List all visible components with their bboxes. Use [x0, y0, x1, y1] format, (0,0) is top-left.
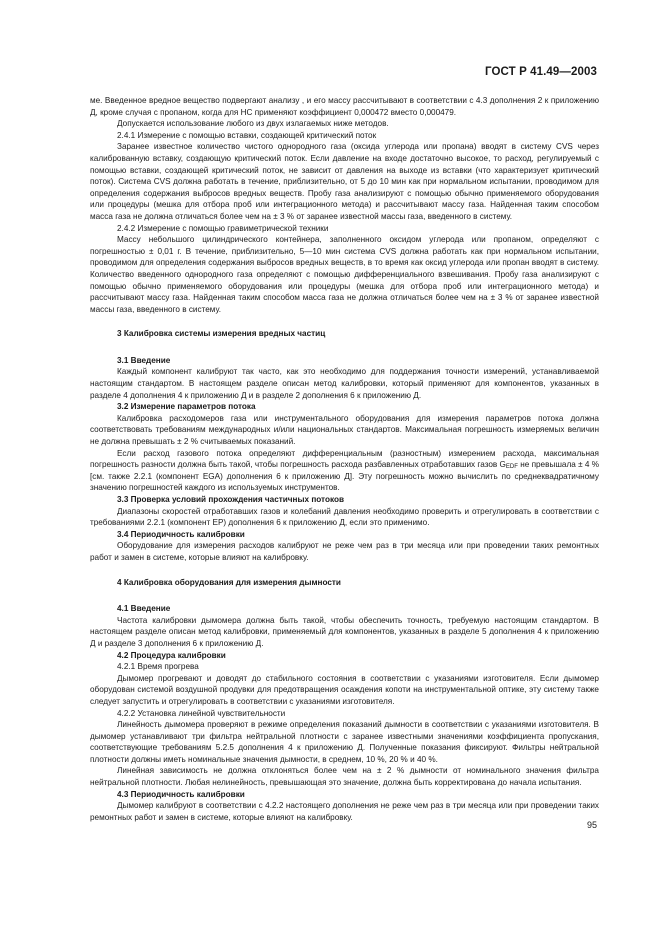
doc-code-header: ГОСТ Р 41.49—2003: [485, 66, 597, 78]
paragraph: Дымомер прогревают и доводят до стабильного состояния в соответствии с указаниями изготовителя. Если дымомер оборудован системой воздушной продувки для предотвращения осаждения копоти на инструментальной оптике, эту систему также следует запустить и отрегулировать в соответствии с указаниями изготовителя.: [90, 673, 599, 706]
subsection-heading: 3.2 Измерение параметров потока: [117, 402, 256, 412]
paragraph: Заранее известное количество чистого однородного газа (оксида углерода или пропана) вводят в систему CVS через калиброванную вставку, создающую критический поток. Если давление на входе достаточно высокое, то расход, регулируемый с помощью вставки, создающей критический поток, не зависит от давления на выходе из вставки (что характеризует критический поток). Система CVS должна работать в течение, приблизительно, от 5 до 10 мин как при нормальном испытании, проводимом для определения содержания выбросов вредных веществ. Пробу газа анализируют с помощью обычно применяемого оборудования или процедуры (мешка для отбора проб или интеграционного метода) и рассчитывают массу газа. Найденная таким способом масса газа не должна отличаться более чем на ± 3 % от заранее известной массы газа, введенного в систему.: [90, 142, 599, 221]
paragraph: Диапазоны скоростей отработавших газов и колебаний давления необходимо проверить и отрегулировать в соответствии с требованиями 2.2.1 (компонент EP) дополнения 6 к приложению Д, если это применимо.: [90, 506, 599, 528]
subsection-heading: 3.4 Периодичность калибровки: [117, 529, 245, 539]
paragraph: Частота калибровки дымомера должна быть такой, чтобы обеспечить точность, требуемую настоящим стандартом. В настоящем разделе описан метод калибровки, применяемый для компонентов, указанных в разделе 5 дополнения 4 к приложению Д и разделе 3 дополнения 6 к приложению Д.: [90, 615, 599, 648]
subsection-title: 4.2.1 Время прогрева: [117, 662, 199, 672]
subsection-heading: 3.1 Введение: [117, 355, 171, 365]
subsection-heading: 3.3 Проверка условий прохождения частичных потоков: [117, 495, 344, 504]
section-heading: 4 Калибровка оборудования для измерения дымности: [117, 577, 341, 587]
subsection-heading: 4.1 Введение: [117, 604, 171, 614]
subscript: EDF: [505, 464, 518, 471]
paragraph: Линейность дымомера проверяют в режиме определения показаний дымности в соответствии с указаниями изготовителя. В дымомер устанавливают три фильтра нейтральной плотности с заранее известными значениями коэффициента пропускания, соответствующие требованиям 5.2.5 дополнения 4 к приложению Д. Полученные показания фиксируют. Фильтры нейтральной плотности должны иметь номинальные значения дымности, в среднем, 10 %, 20 % и 40 %.: [90, 720, 599, 764]
paragraph-with-subscript: [90, 448, 599, 494]
section-heading: 3 Калибровка системы измерения вредных частиц: [117, 329, 326, 339]
subsection-title: 2.4.1 Измерение с помощью вставки, создающей критический поток: [117, 130, 377, 140]
paragraph: Калибровка расходомеров газа или инструментального оборудования для измерения параметров потока должна соответствовать требованиям международных и/или национальных стандартов. Максимальная погрешность измеряемых величин не должна превышать ± 2 % считываемых показаний.: [90, 413, 599, 447]
paragraph: Линейная зависимость не должна отклоняться более чем на ± 2 % дымности от номинального значения фильтра нейтральной плотности. Любая нелинейность, превышающая это значение, должна быть корректирована до начала испытания.: [90, 766, 599, 788]
text-run: Если расход газового потока определяют дифференциальным (разностным) измерением расхода, максимальная погрешность разности должна быть такой, чтобы погрешность расхода разбавленных отработавших газов G: [90, 448, 599, 470]
subsection-heading: 4.2 Процедура калибровки: [117, 650, 226, 660]
paragraph: Оборудование для измерения расходов калибруют не реже чем раз в три месяца или при проведении таких ремонтных работ и замен в системе, которые влияют на калибровку.: [90, 541, 599, 562]
document-body: [90, 95, 599, 823]
paragraph: Массу небольшого цилиндрического контейнера, заполненного оксидом углерода или пропаном, определяют с погрешностью ± 0,01 г. В течение, приблизительно, 5—10 мин система CVS должна работать как при нормальном испытании, проводимом для определения содержания выбросов вредных веществ, в то время как оксид углерода или пропан вводят в систему. Количество введенного однородного газа определяют с помощью дифференциального взвешивания. Пробу газа анализируют с помощью обычно применяемого оборудования или процедуры (мешка для отбора проб или интеграционного метода) и рассчитывают массу газа. Найденная таким способом масса газа не должна отличаться более чем на ± 3 % от заранее известной массы газа, введенного в систему.: [90, 235, 599, 314]
paragraph: Каждый компонент калибруют так часто, как это необходимо для поддержания точности измерений, устанавливаемой настоящим стандартом. В настоящем разделе описан метод калибровки, который применяют для компонентов, указанных в разделе 4 дополнения 4 к приложению Д и в разделе 2 дополнения 6 к приложению Д.: [90, 367, 599, 400]
paragraph: Дымомер калибруют в соответствии с 4.2.2 настоящего дополнения не реже чем раз в три месяца или при проведении таких ремонтных работ и замен в системе, которые влияют на калибровку.: [90, 801, 599, 822]
paragraph: Допускается использование любого из двух излагаемых ниже методов.: [117, 119, 389, 129]
subsection-heading: 4.3 Периодичность калибровки: [117, 789, 245, 799]
page-number: 95: [586, 820, 597, 830]
paragraph: ме. Введенное вредное вещество подвергают анализу , и его массу рассчитывают в соответствии с 4.3 дополнения 2 к приложению Д, кроме случая с пропаном, когда для НС применяют коэффициент 0,000472 вместо 0,000479.: [90, 96, 599, 117]
subsection-title: 2.4.2 Измерение с помощью гравиметрической техники: [117, 223, 329, 233]
subsection-title: 4.2.2 Установка линейной чувствительности: [117, 708, 286, 718]
text-run: не превышала ± 4 % [см. также 2.2.1 (компонент EGA) дополнения 6 к приложению Д]. Эту погрешность можно вычислить по среднеквадратичному значению погрешностей каждого из используемых инструментов.: [90, 460, 599, 493]
